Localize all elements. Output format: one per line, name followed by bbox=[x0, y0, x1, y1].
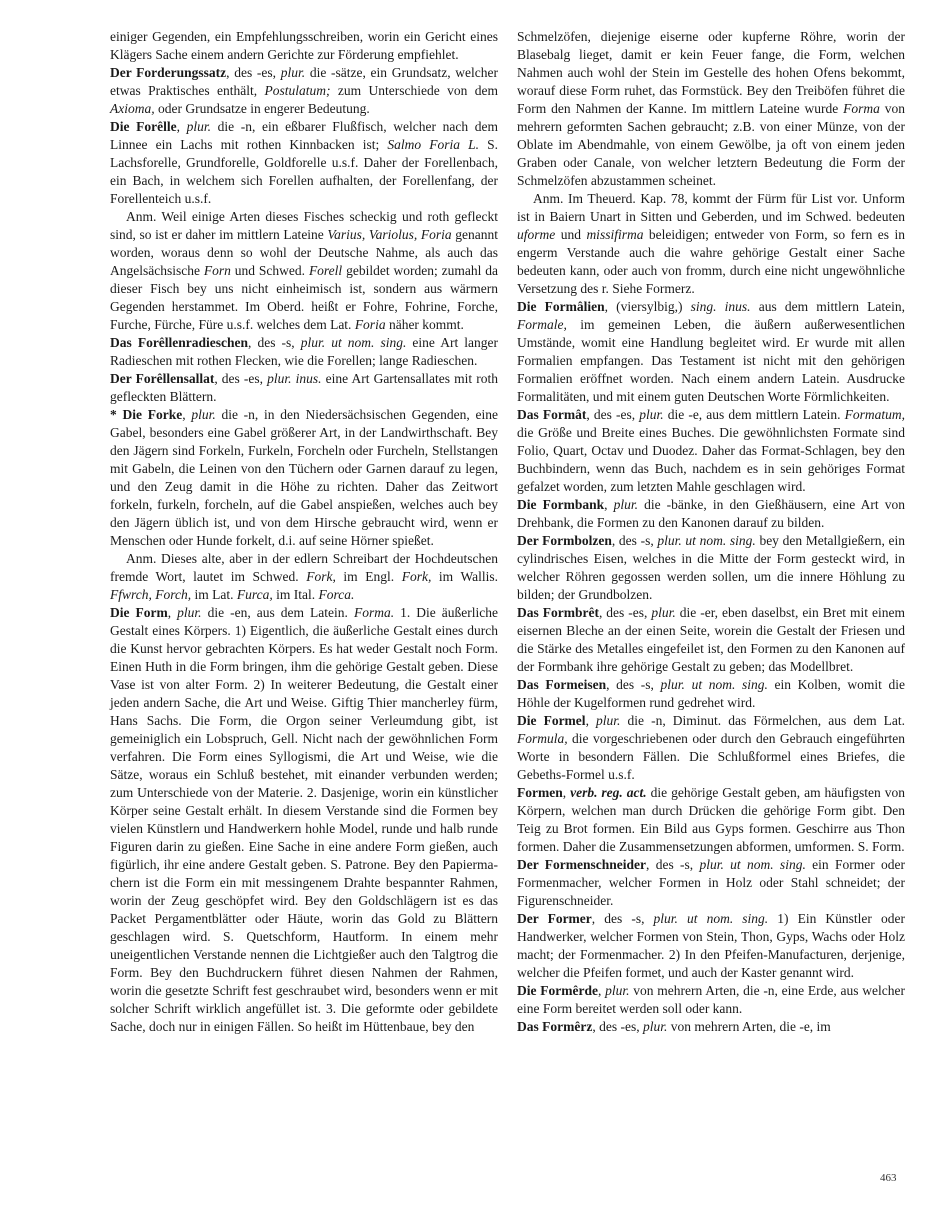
headword: Die Formel bbox=[517, 713, 586, 728]
entry-forderungssatz: Der Forderungssatz, des -es, plur. die -sätze, ein Grundsatz, welcher etwas Praktisches enthält, Postulatum; zum Unterschiede von dem Axioma, oder Grundsatze in engerer Bedeutung. bbox=[110, 65, 498, 116]
headword: Der Forderungssatz bbox=[110, 65, 227, 80]
headword: Der Forêllensallat bbox=[110, 371, 215, 386]
entry-form-continuation: Schmelzöfen, diejenige eiserne oder kupferne Röhre, worin der Blasebalg lieget, damit er kein Feuer fange, die Form, welchen Nahmen auch wohl der Stein im Gestelle des hohen Ofens bekommt, worauf diese Form ruhet, das Formstück. Bey den Treiböfen führet die Form den Nahmen der Kanne. Im mittlern Lateine wurde Forma von mehrern geformten Sachen gebraucht; z.B. von einer Münze, von der Oblate im Abendmahle, von einem Gewölbe, ja oft von einem jeden Graben oder Canale, von welcher letztern Bedeutung die Form der Schmelzöfen abzustammen scheinet. bbox=[517, 29, 905, 188]
entry-formalien: Die Formâlien, (viersylbig,) sing. inus. aus dem mittlern Latein, Formale, im gemeinen Leben, die äußern außerwesentlichen Umstände, womit eine Handlung begleitet wird. Er wurde mit allen Formalien empfangen. Das Testament ist nicht mit den gehörigen Formalien eröffnet worden. Nach einem andern Latein. Ausdrucke Formalitäten, und mit einem guten Deutschen Worte Förmlichkeiten. bbox=[517, 299, 905, 404]
entry-form: Die Form, plur. die -en, aus dem Latein. Forma. 1. Die äußerliche Gestalt eines Körpers. 1) Eigentlich, die äußerliche Gestalt eines durch die Kunst hervor gebrachten Körpers. Es hat weder Gestalt noch Form. Einen Huth in die Form bringen, ihm die gehörige Gestalt geben. Diese Vase ist von alter Form. 2) In weiterer Bedeutung, die Gestalt einer jeden andern Sache, die Art und Weise. Giftig Thier mancherley fürm, Hans Sachs. Die Form, die Orgon seiner Verleumdung gibt, ist gemeiniglich ein Lobspruch, Gell. Nicht nach der gewöhnlichen Form verfahren. Die Form eines Syllogismi, die Art und Weise, wie die Sätze, woraus ein Schluß bestehet, mit einander verbunden werden; zum Unterschiede von der Materie. 2. Dasjenige, worin ein künstlicher Körper seine Gestalt erhält. In diesem Verstande sind die Formen bey vielen Künstlern und Handwerkern hohle Model, runde und halb runde Figuren darin zu gießen. Eine Sache in eine andere Form gießen, auch figürlich, ihr eine andere Gestalt geben. S. Patrone. Bey den Papiermachern ist die Form ein mit messingenem Drahte bespannter Rahmen, worin der Zeug geschöpfet wird. Bey den Goldschlägern ist es das Packet Pergamentblätter oder Häute, worin das Gold zu Blättern geschlagen wird. S. Quetschform, Hautform. In einem mehr uneigentlichen Verstande nennen die Lichtgießer auch den Talgtrog die Form. Bey den Buchdruckern führet diesen Nahmen der Rahmen, worin die gesetzte Schrift fest geschraubet wird, besonders wenn er mit solcher Schrift wirklich angefüllet ist. 3. Die geformte oder gebildete Sache, doch nur in einigen Fällen. So heißt im Hüttenbaue, bey den bbox=[110, 605, 498, 1034]
left-column bbox=[110, 28, 498, 1036]
entry-forelle: Die Forêlle, plur. die -n, ein eßbarer Flußfisch, welcher nach dem Linnee ein Lachs mit rothen Kinnbacken ist; Salmo Foria L. S. Lachsforelle, Grundforelle, Goldforelle u.s.f. Daher der Forellenbach, ein Bach, in welchem sich Forellen aufhalten, der Forellenfang, der Forellenteich u.s.f. bbox=[110, 119, 498, 206]
headword: Die Formbank bbox=[517, 497, 605, 512]
entry-forellenradieschen: Das Forêllenradieschen, des -s, plur. ut nom. sing. eine Art langer Radieschen mit rothen Flecken, wie die Forellen; lange Radieschen. bbox=[110, 335, 499, 368]
entry-formen: Formen, verb. reg. act. die gehörige Gestalt geben, am häufigsten von Körpern, welchen man durch Drücken die gehörige Form gibt. Den Teig zu Brot formen. Ein Bild aus Gyps formen. Geschirre aus Thon formen. Daher die Zusammensetzungen abformen, umformen. S. Form. bbox=[517, 785, 905, 854]
entry-formerz: Das Formêrz, des -es, plur. von mehrern Arten, die -e, im bbox=[517, 1019, 831, 1034]
headword: Das Forêllenradieschen bbox=[110, 335, 249, 350]
entry-continuation: einiger Gegenden, ein Empfehlungsschreiben, worin ein Gericht eines Klägers Sache einem andern Gerichte zur Förderung empfiehlet. bbox=[110, 29, 498, 62]
entry-formenschneider: Der Formenschneider, des -s, plur. ut nom. sing. ein Former oder Formenmacher, welcher Formen in Holz oder Stahl schneidet; der Figurenschneider. bbox=[517, 857, 905, 908]
headword: Die Formêrde bbox=[517, 983, 598, 998]
note-forelle: Anm. Weil einige Arten dieses Fisches scheckig und roth gefleckt sind, so ist er daher im mittlern Lateine Varius, Variolus, Foria genannt worden, woraus denn so wohl der Deutsche Nahme, als auch das Angelsächsische Forn und Schwed. Forell gebildet worden; zumahl da dieser Fisch bey uns nicht einheimisch ist, sondern aus wärmern Gegenden herstammet. Im Oberd. heißt er Fohre, Fohrine, Forche, Furche, Fürche, Füre u.s.f. welches dem Lat. Foria näher kommt. bbox=[110, 209, 498, 332]
note-form: Anm. Im Theuerd. Kap. 78, kommt der Fürm für List vor. Unform ist in Baiern Unart in Sitten und Geberden, und im Schwed. bedeuten uforme und missifirma beleidigen; entweder von Form, so fern es in engerm Verstande auch die wahre gehörige Gestalt einer Sache bedeuten kann, oder auch von fromm, durch eine nicht ungewöhnliche Versetzung des r. Siehe Formerz. bbox=[517, 191, 905, 296]
entry-formel: Die Formel, plur. die -n, Diminut. das Förmelchen, aus dem Lat. Formula, die vorgeschriebenen oder durch den Gebrauch eingeführten Worte in besondern Fällen. Die Schlußformel eines Briefes, die Gebeths-Formel u.s.f. bbox=[517, 713, 906, 782]
entry-format: Das Formât, des -es, plur. die -e, aus dem mittlern Latein. Formatum, die Größe und Breite eines Buches. Die gewöhnlichsten Formate sind Folio, Quart, Octav und Duodez. Daher das Format-Schlagen, bey den Buchbindern, wenn das Buch, nachdem es in sein gehöriges Format gefalzet worden, zum letzten Mahle geschlagen wird. bbox=[517, 407, 905, 494]
entry-former: Der Former, des -s, plur. ut nom. sing. 1) Ein Künstler oder Handwerker, welcher Formen von Stein, Thon, Gyps, Wachs oder Holz macht; der Formenmacher. 2) In den Pfeifen-Manufacturen, derjenige, welcher die Pfeifen formet, und auch der Kaster genannt wird. bbox=[517, 911, 905, 980]
headword: * Die Forke bbox=[110, 407, 183, 422]
headword: Formen bbox=[517, 785, 563, 800]
headword: Das Formât bbox=[517, 407, 587, 422]
entry-formbolzen: Der Formbolzen, des -s, plur. ut nom. sing. bey den Metallgießern, ein cylindrisches Eisen, welches in die Mitte der Form gesteckt wird, in welcher Röhren gegossen werden sollen, um die innere Höhlung zu bilden; der Grundbolzen. bbox=[517, 533, 906, 602]
headword: Die Forêlle bbox=[110, 119, 177, 134]
note-forke: Anm. Dieses alte, aber in der edlern Schreibart der Hochdeutschen fremde Wort, lautet im Schwed. Fork, im Engl. Fork, im Wallis. Ffwrch, Forch, im Lat. Furca, im Ital. Forca. bbox=[110, 551, 499, 602]
entry-formbank: Die Formbank, plur. die -bänke, in den Gießhäusern, eine Art von Drehbank, die Formen zu den Kanonen darauf zu bilden. bbox=[517, 497, 905, 530]
headword: Die Formâlien bbox=[517, 299, 605, 314]
headword: Das Formbrêt bbox=[517, 605, 599, 620]
entry-formeisen: Das Formeisen, des -s, plur. ut nom. sing. ein Kolben, womit die Höhle der Kugelformen rund gedrehet wird. bbox=[517, 677, 906, 710]
entry-formbret: Das Formbrêt, des -es, plur. die -er, eben daselbst, ein Bret mit einem eisernen Bleche an der einen Seite, worein die Gestalt der Friesen und die Stärke des Metalles eingefeilet ist, den Formen zu den Kanonen auf der Formbank ihre gehörige Gestalt zu geben; das Modellbret. bbox=[517, 605, 905, 674]
headword: Das Formeisen bbox=[517, 677, 607, 692]
page-number: 463 bbox=[880, 1172, 897, 1184]
headword: Das Formêrz bbox=[517, 1019, 593, 1034]
headword: Der Formbolzen bbox=[517, 533, 612, 548]
headword: Der Formenschneider bbox=[517, 857, 647, 872]
entry-forellensallat: Der Forêllensallat, des -es, plur. inus. eine Art Gartensallates mit roth gefleckten Blättern. bbox=[110, 371, 498, 404]
entry-formerde: Die Formêrde, plur. von mehrern Arten, die -n, eine Erde, aus welcher eine Form bereitet werden soll oder kann. bbox=[517, 983, 905, 1016]
right-column bbox=[517, 28, 905, 1036]
headword: Die Form bbox=[110, 605, 168, 620]
entry-forke: * Die Forke, plur. die -n, in den Niedersächsischen Gegenden, eine Gabel, besonders eine Gabel größerer Art, in der Landwirthschaft. Bey den Jägern sind Forkeln, Furkeln, Forcheln oder Furcheln, Stellstangen mit Gabeln, die Leinen von den Tüchern oder Garnen darauf zu legen, und den Zeug damit in die Höhe zu richten. Daher das Zeitwort forkeln, furkeln, forcheln, auf die Gabel anspießen, welches auch bey den Jägern üblich ist, und von dem Hirsche gebraucht wird, wenn er Menschen oder Hunde forkelt, d.i. auf seine Hörner spießet. bbox=[110, 407, 498, 548]
headword: Der Former bbox=[517, 911, 592, 926]
